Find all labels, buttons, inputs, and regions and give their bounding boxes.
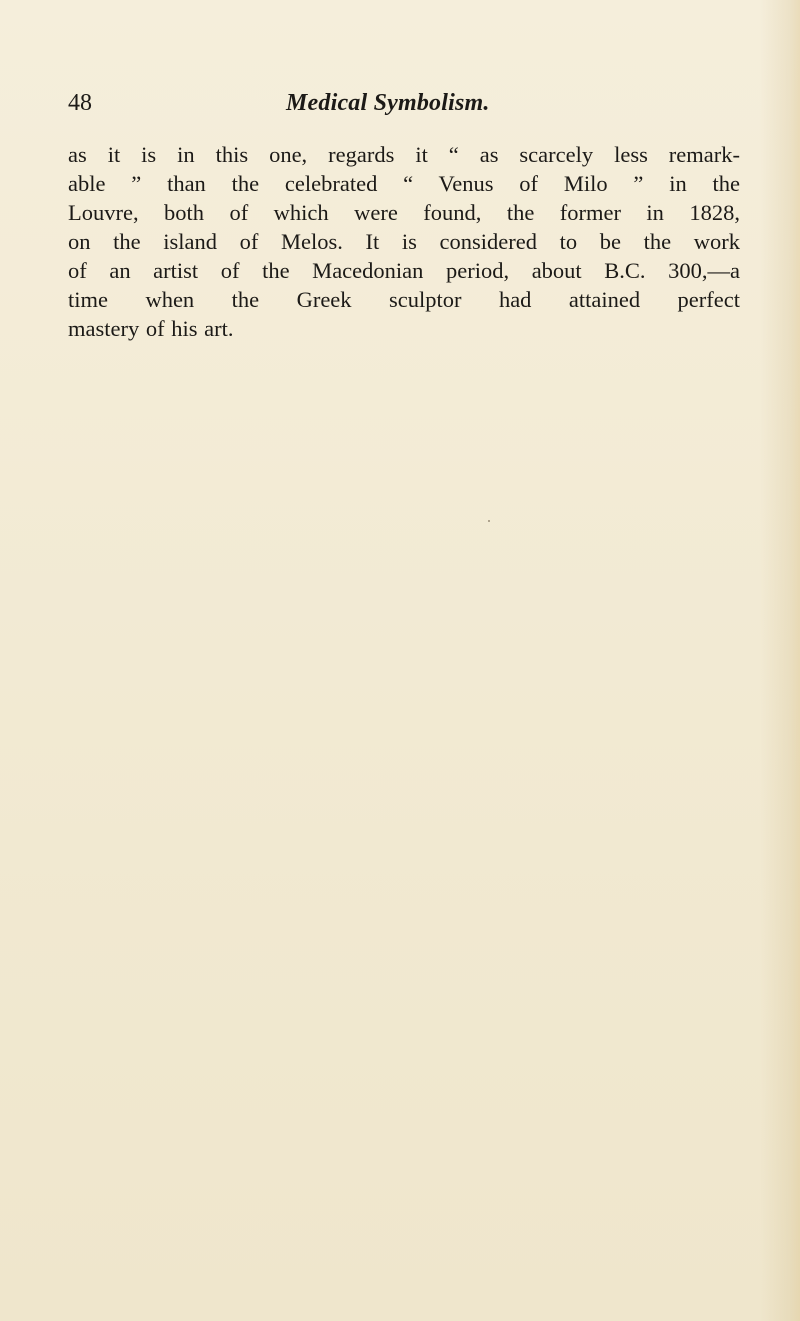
text-line: mastery of his art. (68, 316, 234, 341)
text-line: of an artist of the Macedonian period, about B.C. 300,—a (68, 258, 740, 283)
text-line: Louvre, both of which were found, the former in 1828, (68, 200, 740, 225)
text-line: time when the Greek sculptor had attained perfect (68, 287, 740, 312)
paper-speck (488, 520, 490, 522)
text-line: as it is in this one, regards it “ as scarcely less remark- (68, 142, 740, 167)
running-title: Medical Symbolism. (286, 90, 490, 116)
text-line: on the island of Melos. It is considered to be the work (68, 229, 740, 254)
page-number: 48 (68, 90, 92, 116)
running-head (68, 88, 740, 124)
text-line: able ” than the celebrated “ Venus of Milo ” in the (68, 171, 740, 196)
body-paragraph (68, 140, 740, 343)
